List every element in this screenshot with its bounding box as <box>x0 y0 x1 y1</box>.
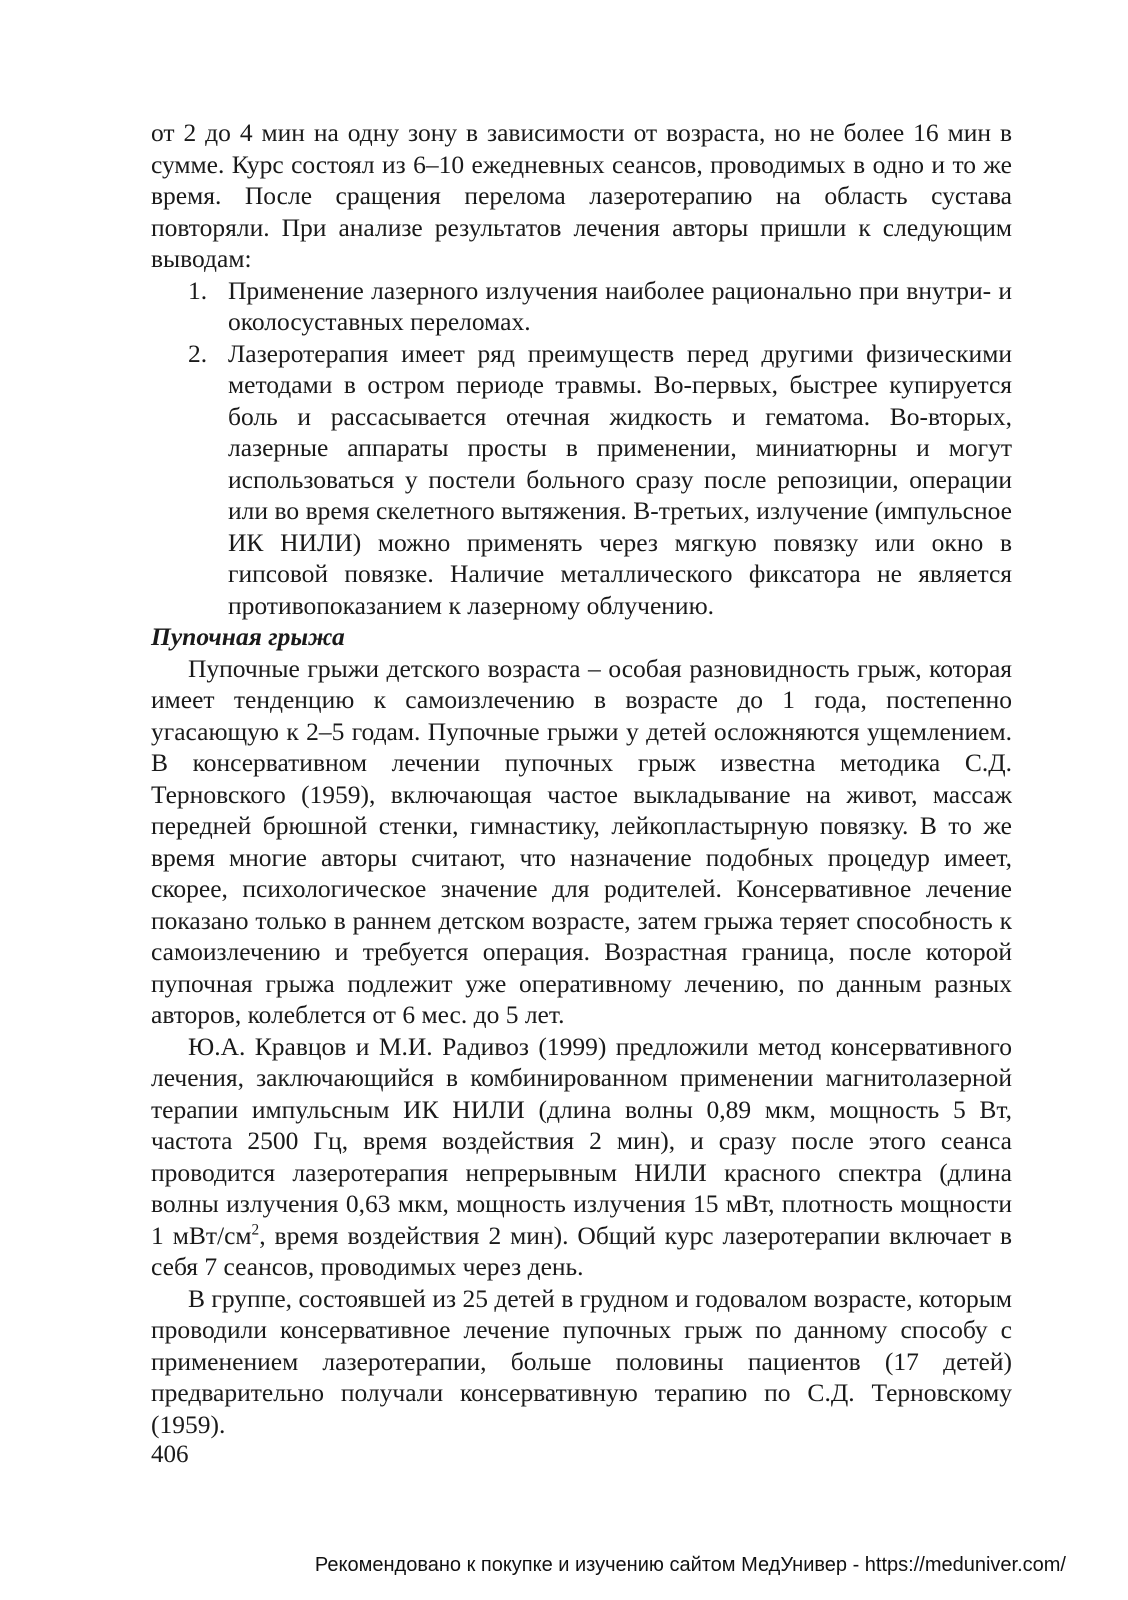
list-item-text: Лазеротерапия имеет ряд преимуществ перед другими физическими методами в остром периоде травмы. Во-первых, быстрее купируется боль и рассасывается отечная жидкость и гематома. Во-вторых, лазерные аппараты просты в применении, миниатюрны и могут использоваться у постели больного сразу после репозиции, операции или во время скелетного вытяжения. В-третьих, излучение (импульсное ИК НИЛИ) можно применять через мягкую повязку или окно в гипсовой повязке. Наличие металлического фиксатора не является противопоказанием к лазерному облучению. <box>228 338 1012 620</box>
paragraph: Пупочные грыжи детского возраста – особая разновидность грыж, которая имеет тенденцию к самоизлечению в возрасте до 1 года, постепенно угасающую к 2–5 годам. Пупочные грыжи у детей осложняются ущемлением. В консервативном лечении пупочных грыж известна методика С.Д. Терновского (1959), включающая частое выкладывание на живот, массаж передней брюшной стенки, гимнастику, лейкопластырную повязку. В то же время многие авторы считают, что назначение подобных процедур имеет, скорее, психологическое значение для родителей. Консервативное лечение показано только в раннем детском возрасте, затем грыжа теряет способность к самоизлечению и требуется операция. Возрастная граница, после которой пупочная грыжа подлежит уже оперативному лечению, по данным разных авторов, колеблется от 6 мес. до 5 лет. <box>151 653 1012 1029</box>
intro-paragraph: от 2 до 4 мин на одну зону в зависимости от возраста, но не более 16 мин в сумме. Курс состоял из 6–10 ежедневных сеансов, проводимых в одно и то же время. После сращения перелома лазеротерапию на область сустава повторяли. При анализе результатов лечения авторы пришли к следующим выводам: <box>151 118 1012 273</box>
superscript: 2 <box>251 1221 260 1238</box>
list-item-text: Применение лазерного излучения наиболее рационально при внутри- и околосуставных переломах. <box>228 275 1012 336</box>
page-body <box>151 117 1012 1440</box>
footer-recommendation: Рекомендовано к покупке и изучению сайтом МедУнивер - https://meduniver.com/ <box>314 1554 1066 1576</box>
list-item-number: 2. <box>188 338 208 368</box>
list-item-number: 1. <box>188 275 208 305</box>
paragraph <box>151 1031 1012 1283</box>
section-heading: Пупочная грыжа <box>151 622 345 651</box>
list-item <box>151 338 1012 622</box>
conclusions-list <box>151 275 1012 622</box>
page-number: 406 <box>151 1441 189 1468</box>
paragraph: В группе, состоявшей из 25 детей в грудном и годовалом возрасте, которым проводили консервативное лечение пупочных грыж по данному способу с применением лазеротерапии, больше половины пациентов (17 детей) предварительно получали консервативную терапию по С.Д. Терновскому (1959). <box>151 1283 1012 1439</box>
list-item <box>151 275 1012 338</box>
paragraph-text: , время воздействия 2 мин). Общий курс лазеротерапии включает в себя 7 сеансов, проводимых через день. <box>151 1220 1012 1281</box>
paragraph-text: Ю.А. Кравцов и М.И. Радивоз (1999) предложили метод консервативного лечения, заключающийся в комбинированном применении магнитолазерной терапии импульсным ИК НИЛИ (длина волны 0,89 мкм, мощность 5 Вт, частота 2500 Гц, время воздействия 2 мин), и сразу после этого сеанса проводится лазеротерапия непрерывным НИЛИ красного спектра (длина волны излучения 0,63 мкм, мощность излучения 15 мВт, плотность мощности 1 мВт/см <box>151 1031 1012 1250</box>
